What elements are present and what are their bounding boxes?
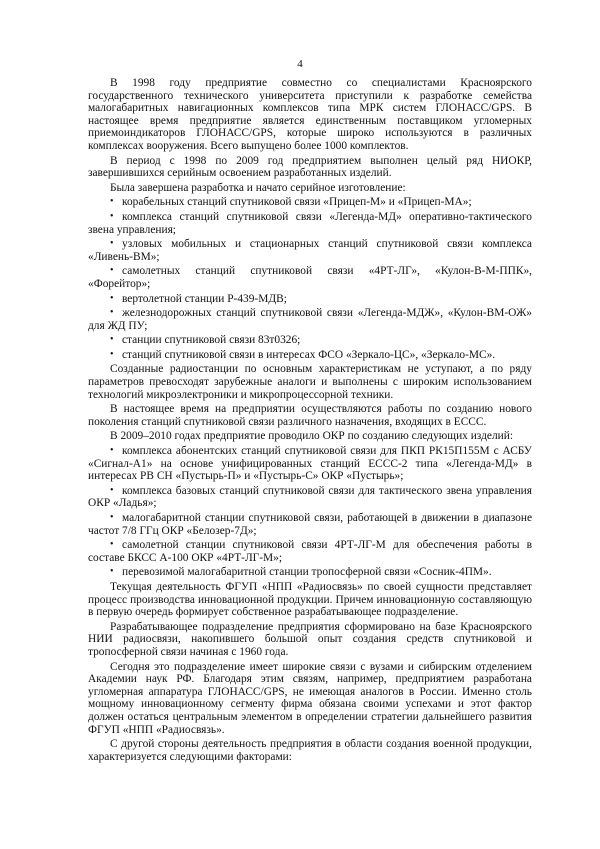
- list-item-text: комплекса абонентских станций спутниковой связи для ПКП РК15П155М с АСБУ «Сигнал-А1» на основе унифицированных станций ЕССС-2 типа «Легенда-МД» в интересах РВ СН «Пустырь-П» и «Пустырь-С» ОКР «Пустырь»;: [88, 445, 532, 483]
- bullet-icon: •: [110, 566, 114, 578]
- bullet-icon: •: [110, 265, 114, 277]
- bullet-icon: •: [110, 539, 114, 551]
- list-item: [88, 238, 532, 263]
- list-item: [88, 334, 532, 347]
- bullet-icon: •: [110, 238, 114, 250]
- page-content: [88, 77, 532, 765]
- list-item-text: станции спутниковой связи 83т0326;: [122, 334, 301, 347]
- list-item: [88, 512, 532, 537]
- list-item-text: самолетной станции спутниковой связи 4РТ-ЛГ-М для обеспечения работы в составе БКСС А-100 ОКР «4РТ-ЛГ-М»;: [88, 539, 532, 564]
- bullet-icon: •: [110, 196, 114, 208]
- list-intro: Была завершена разработка и начато серийное изготовление:: [110, 181, 406, 194]
- bullet-icon: •: [110, 210, 114, 222]
- list-item: [88, 349, 532, 362]
- list-item-text: железнодорожных станций спутниковой связи «Легенда-МДЖ», «Кулон-ВМ-ОЖ» для ЖД ПУ;: [88, 307, 532, 332]
- bullet-list: [88, 445, 532, 579]
- page-number: 4: [297, 58, 303, 70]
- list-item: [88, 293, 532, 306]
- list-item: [88, 211, 532, 236]
- list-item-text: узловых мобильных и стационарных станций спутниковой связи комплекса «Ливень-ВМ»;: [88, 238, 532, 263]
- paragraph: Текущая деятельность ФГУП «НПП «Радиосвязь» по своей сущности представляет процесс производства инновационной продукции. Причем инновационную составляющую в первую очередь формирует собственное разрабатывающее подразделение.: [88, 580, 532, 619]
- list-item-text: вертолетной станции Р-439-МДВ;: [122, 292, 287, 305]
- list-item-text: комплекса базовых станций спутниковой связи для тактического звена управления ОКР «Ладья»;: [88, 484, 532, 510]
- bullet-icon: •: [110, 445, 114, 457]
- list-item-text: перевозимой малогабаритной станции тропосферной связи «Сосник-4ПМ».: [122, 566, 492, 579]
- list-item-text: корабельных станций спутниковой связи «Прицеп-М» и «Прицеп-МА»;: [122, 196, 472, 209]
- paragraph: Сегодня это подразделение имеет широкие связи с вузами и сибирским отделением Академии наук РФ. Благодаря этим связям, например, предприятием разработана угломерная аппаратура ГЛОНАСС/GPS, не имеющая аналогов в России. Именно столь мощному инновационному сегменту фирма обязана своими успехами и этот фактор должен остаться центральным элементом в определении стратегии дальнейшего развития ФГУП «НПП «Радиосвязь».: [88, 660, 532, 736]
- list-item: [88, 566, 532, 579]
- bullet-icon: •: [110, 334, 114, 346]
- bullet-icon: •: [110, 348, 114, 360]
- list-item: [88, 196, 532, 209]
- list-item-text: станций спутниковой связи в интересах ФСО «Зеркало-ЦС», «Зеркало-МС».: [122, 348, 496, 361]
- paragraph: Разрабатывающее подразделение предприятия сформировано на базе Красноярского НИИ радиосвязи, накопившего большой опыт создания средств спутниковой и тропосферной связи начиная с 1960 года.: [88, 620, 532, 658]
- bullet-list: [88, 196, 532, 361]
- paragraph: С другой стороны деятельность предприятия в области создания военной продукции, характеризуется следующими факторами:: [88, 738, 532, 763]
- bullet-icon: •: [110, 292, 114, 304]
- paragraph: В период с 1998 по 2009 год предприятием выполнен целый ряд НИОКР, завершившихся серийным освоением разработанных изделий.: [88, 154, 532, 180]
- bullet-icon: •: [110, 307, 114, 319]
- list-item: [88, 539, 532, 564]
- bullet-icon: •: [110, 512, 114, 523]
- bullet-icon: •: [110, 484, 114, 496]
- paragraph: Созданные радиостанции по основным характеристикам не уступают, а по ряду параметров превосходят зарубежные аналоги и выполнены с широким использованием технологий микроэлектроники и микропроцессорной техники.: [88, 363, 532, 401]
- list-item-text: самолетных станций спутниковой связи «4РТ-ЛГ», «Кулон-В-М-ППК», «Форейтор»;: [88, 265, 532, 290]
- paragraph: В 1998 году предприятие совместно со специалистами Красноярского государственного технического университета приступили к разработке семейства малогабаритных навигационных комплексов типа МРК систем ГЛОНАСС/GPS. В настоящее время предприятие является единственным поставщиком угломерных приемоиндикаторов ГЛОНАСС/GPS, которые широко используются в различных комплексах вооружения. Всего выпущено более 1000 комплектов.: [88, 77, 532, 152]
- list-item-text: комплекса станций спутниковой связи «Легенда-МД» оперативно-тактического звена управления;: [88, 210, 532, 236]
- list-item: [88, 307, 532, 332]
- list-intro: В 2009–2010 годах предприятие проводило ОКР по созданию следующих изделий:: [110, 430, 513, 443]
- paragraph: В настоящее время на предприятии осуществляются работы по созданию нового поколения станций спутниковой связи различного назначения, входящих в ЕССС.: [88, 403, 532, 428]
- list-item: [88, 265, 532, 290]
- list-item-text: малогабаритной станции спутниковой связи, работающей в движении в диапазоне частот 7/8 ГГц ОКР «Белозер-7Д»;: [88, 512, 532, 537]
- list-item: [88, 485, 532, 510]
- list-item: [88, 445, 532, 483]
